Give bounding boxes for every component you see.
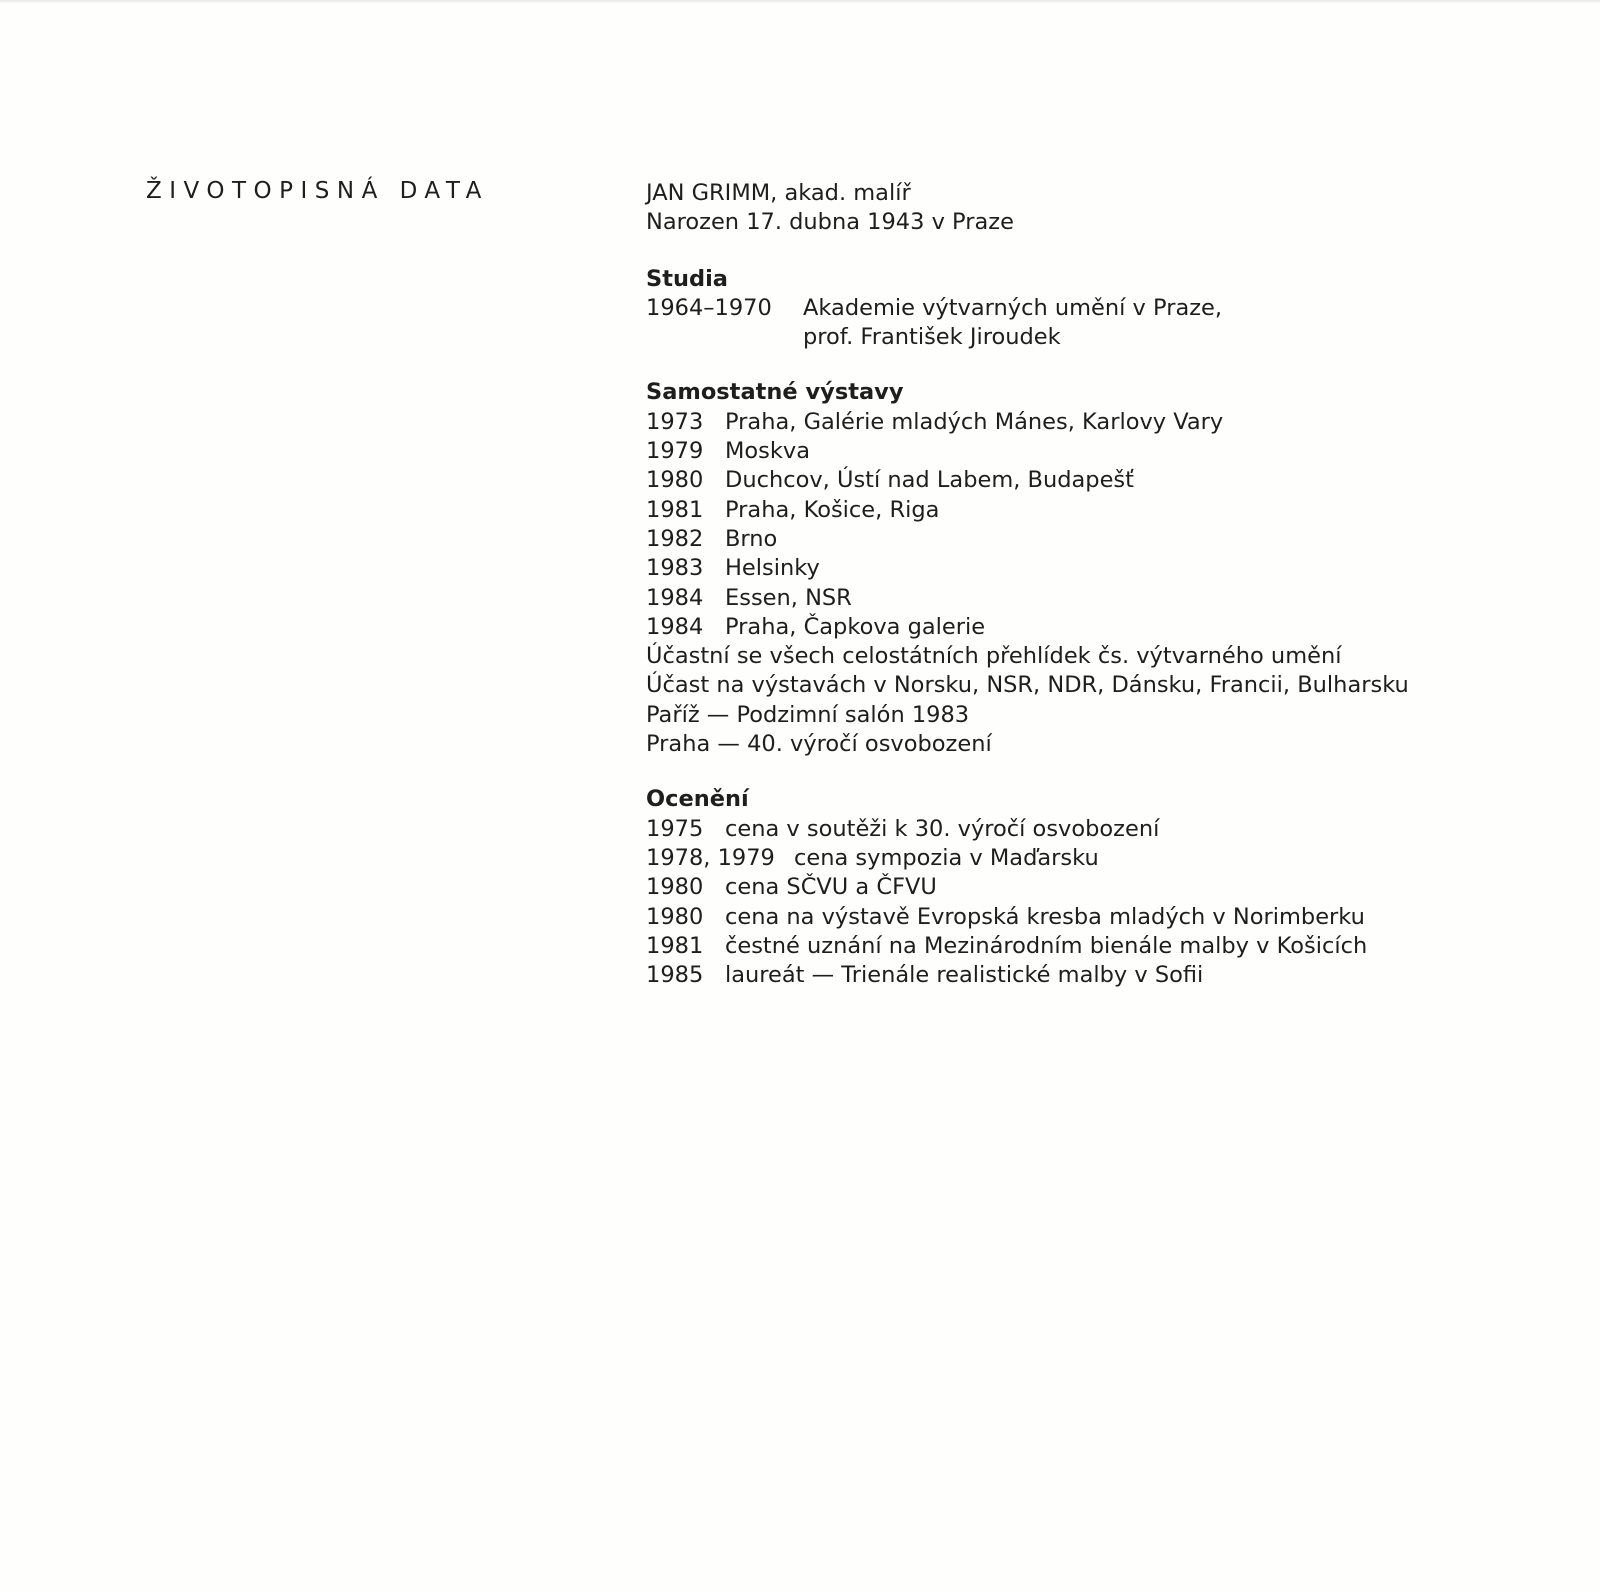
award-text: cena SČVU a ČFVU bbox=[725, 874, 937, 901]
award-text: cena sympozia v Maďarsku bbox=[794, 844, 1099, 871]
exhibition-row bbox=[646, 525, 1566, 554]
exhibition-text: Essen, NSR bbox=[725, 584, 852, 611]
award-year: 1985 bbox=[646, 962, 704, 989]
award-row bbox=[646, 961, 1566, 990]
exhibition-note: Paříž — Podzimní salón 1983 bbox=[646, 701, 970, 728]
exhibition-note: Praha — 40. výročí osvobození bbox=[646, 731, 992, 758]
exhibition-row bbox=[646, 466, 1566, 495]
birth-line: Narozen 17. dubna 1943 v Praze bbox=[646, 209, 1014, 236]
exhibition-note: Účastní se všech celostátních přehlídek čs. výtvarného umění bbox=[646, 643, 1342, 670]
exhibition-year: 1982 bbox=[646, 525, 704, 552]
exhibition-year: 1973 bbox=[646, 408, 704, 435]
award-year: 1978, 1979 bbox=[646, 844, 775, 871]
exhibition-text: Helsinky bbox=[725, 555, 820, 582]
exhibition-year: 1984 bbox=[646, 584, 704, 611]
award-row bbox=[646, 873, 1566, 902]
studia-years: 1964–1970 bbox=[646, 294, 772, 321]
exhibition-text: Praha, Čapkova galerie bbox=[725, 613, 986, 640]
exhibition-row bbox=[646, 584, 1566, 613]
exhibition-year: 1980 bbox=[646, 467, 704, 494]
studia-title: Studia bbox=[646, 265, 728, 292]
award-year: 1981 bbox=[646, 932, 704, 959]
studia-entry bbox=[646, 294, 1566, 323]
exhibition-row bbox=[646, 613, 1566, 642]
exhibition-text: Duchcov, Ústí nad Labem, Budapešť bbox=[725, 467, 1134, 494]
exhibition-year: 1983 bbox=[646, 555, 704, 582]
page-top-edge bbox=[0, 0, 1600, 4]
award-row bbox=[646, 844, 1566, 873]
award-row bbox=[646, 932, 1566, 961]
exhibition-row bbox=[646, 554, 1566, 583]
exhibition-row bbox=[646, 408, 1566, 437]
exhibition-row bbox=[646, 496, 1566, 525]
award-row bbox=[646, 903, 1566, 932]
award-year: 1980 bbox=[646, 903, 704, 930]
vystavy-title: Samostatné výstavy bbox=[646, 379, 904, 406]
exhibition-year: 1981 bbox=[646, 496, 704, 523]
award-year: 1975 bbox=[646, 815, 704, 842]
award-text: cena na výstavě Evropská kresba mladých v Norimberku bbox=[725, 903, 1365, 930]
exhibition-text: Brno bbox=[725, 525, 778, 552]
exhibition-note: Účast na výstavách v Norsku, NSR, NDR, Dánsku, Francii, Bulharsku bbox=[646, 672, 1409, 699]
exhibition-text: Moskva bbox=[725, 438, 811, 465]
artist-name-line: JAN GRIMM, akad. malíř bbox=[646, 180, 911, 206]
exhibition-row bbox=[646, 437, 1566, 466]
exhibition-text: Praha, Galérie mladých Mánes, Karlovy Vary bbox=[725, 408, 1224, 435]
award-row bbox=[646, 815, 1566, 844]
page-heading: ŽIVOTOPISNÁ DATA bbox=[146, 178, 489, 204]
exhibition-text: Praha, Košice, Riga bbox=[725, 496, 940, 523]
biography-content bbox=[646, 179, 1566, 990]
award-year: 1980 bbox=[646, 874, 704, 901]
award-text: cena v soutěži k 30. výročí osvobození bbox=[725, 815, 1160, 842]
studia-continuation: prof. František Jiroudek bbox=[803, 324, 1061, 351]
studia-text: Akademie výtvarných umění v Praze, bbox=[803, 294, 1223, 321]
oceneni-title: Ocenění bbox=[646, 786, 749, 813]
exhibition-year: 1984 bbox=[646, 613, 704, 640]
award-text: čestné uznání na Mezinárodním bienále malby v Košicích bbox=[725, 932, 1368, 959]
exhibition-year: 1979 bbox=[646, 438, 704, 465]
award-text: laureát — Trienále realistické malby v Sofii bbox=[725, 962, 1204, 989]
